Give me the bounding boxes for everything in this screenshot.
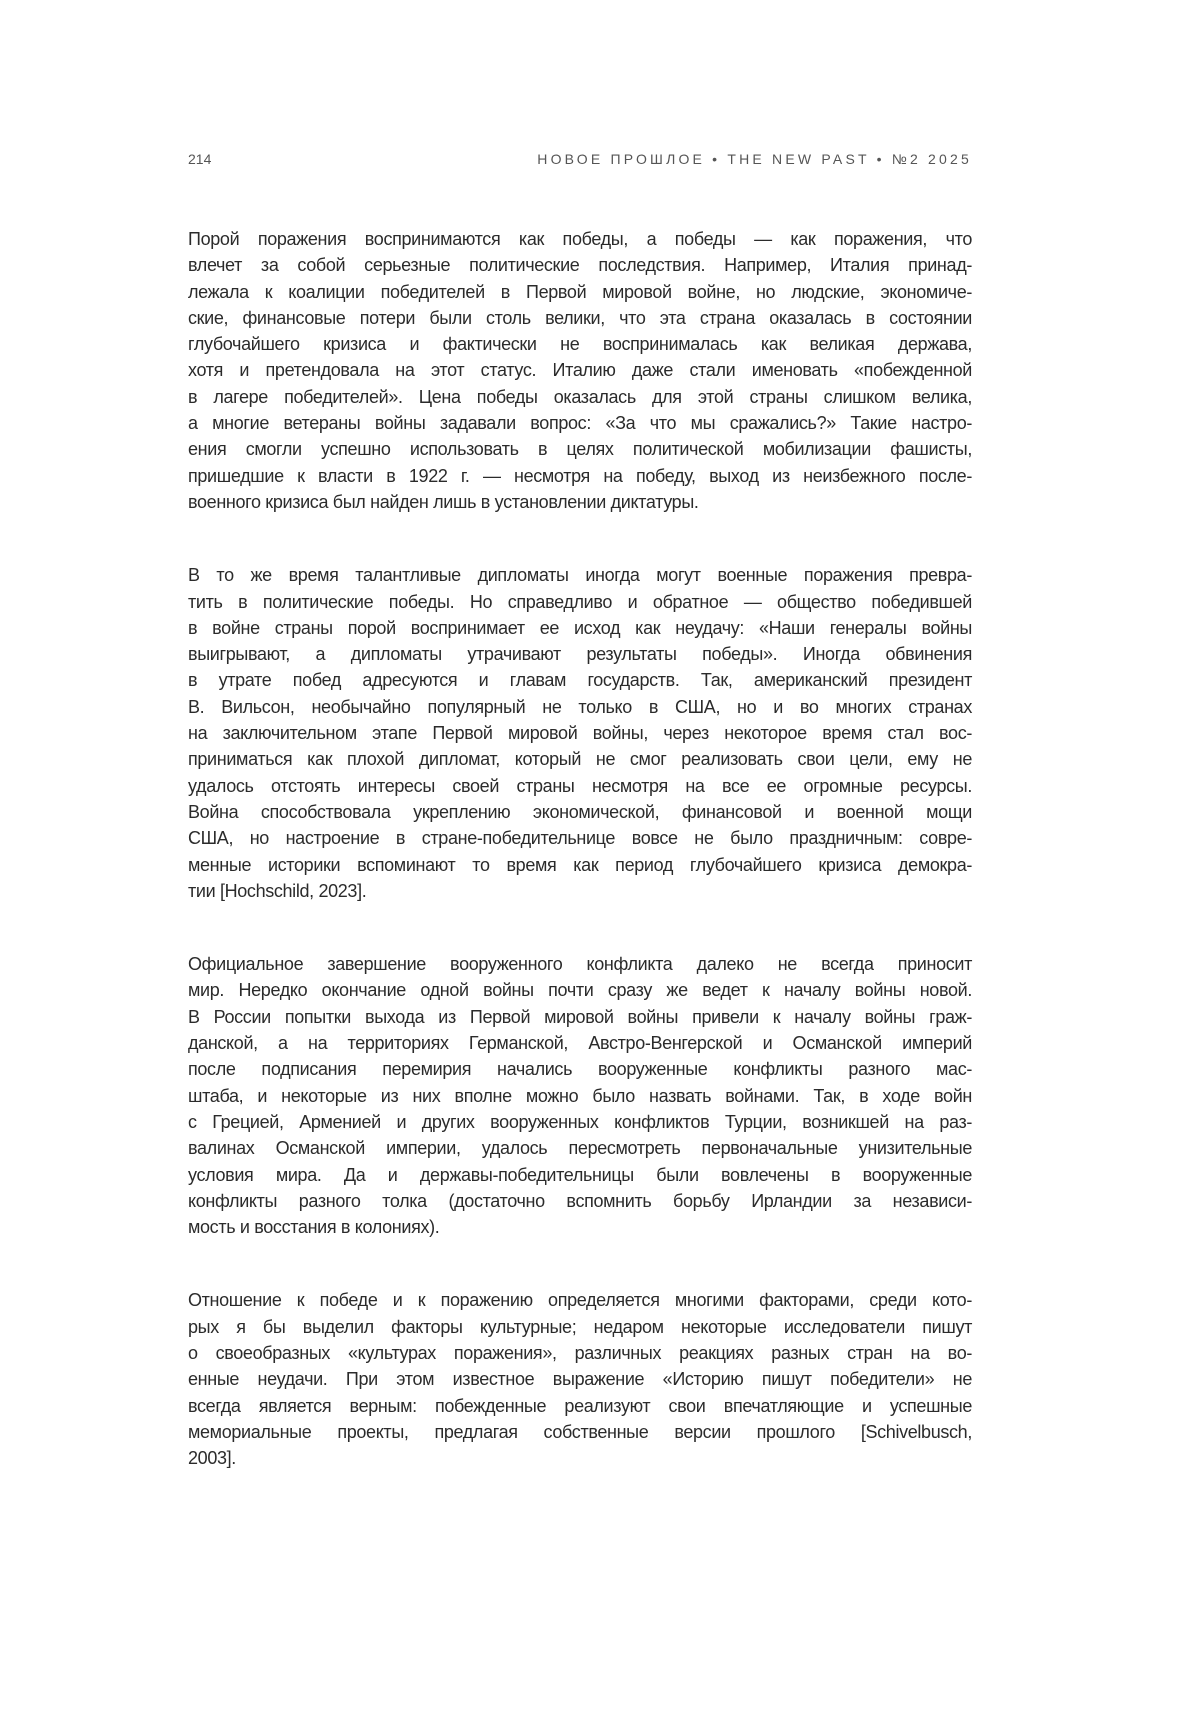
text-line: тить в политические победы. Но справедливо и обратное — общество победившей (188, 589, 972, 615)
running-header: НОВОЕ ПРОШЛОЕ • THE NEW PAST • №2 2025 (537, 151, 972, 167)
text-line: влечет за собой серьезные политические последствия. Например, Италия принад- (188, 252, 972, 278)
article-body (188, 226, 972, 1518)
text-line: ские, финансовые потери были столь велики, что эта страна оказалась в состоянии (188, 305, 972, 331)
text-line: в утрате побед адресуются и главам государств. Так, американский президент (188, 667, 972, 693)
text-line: енные неудачи. При этом известное выражение «Историю пишут победители» не (188, 1366, 972, 1392)
text-line: выигрывают, а дипломаты утрачивают результаты победы». Иногда обвинения (188, 641, 972, 667)
text-line: менные историки вспоминают то время как период глубочайшего кризиса демокра- (188, 852, 972, 878)
text-line: хотя и претендовала на этот статус. Италию даже стали именовать «побежденной (188, 357, 972, 383)
text-line: лежала к коалиции победителей в Первой мировой войне, но людские, экономиче- (188, 279, 972, 305)
text-line: в лагере победителей». Цена победы оказалась для этой страны слишком велика, (188, 384, 972, 410)
page-number: 214 (188, 151, 211, 167)
text-line: 2003]. (188, 1445, 972, 1471)
text-line: мемориальные проекты, предлагая собственные версии прошлого [Schivelbusch, (188, 1419, 972, 1445)
text-line: ения смогли успешно использовать в целях политической мобилизации фашисты, (188, 436, 972, 462)
paragraph (188, 1287, 972, 1471)
paragraph (188, 562, 972, 904)
text-line: конфликты разного толка (достаточно вспомнить борьбу Ирландии за независи- (188, 1188, 972, 1214)
text-line: после подписания перемирия начались вооруженные конфликты разного мас- (188, 1056, 972, 1082)
text-line: В то же время талантливые дипломаты иногда могут военные поражения превра- (188, 562, 972, 588)
text-line: всегда является верным: побежденные реализуют свои впечатляющие и успешные (188, 1393, 972, 1419)
text-line: на заключительном этапе Первой мировой войны, через некоторое время стал вос- (188, 720, 972, 746)
text-line: приниматься как плохой дипломат, который не смог реализовать свои цели, ему не (188, 746, 972, 772)
text-line: валинах Османской империи, удалось пересмотреть первоначальные унизительные (188, 1135, 972, 1161)
text-line: о своеобразных «культурах поражения», различных реакциях разных стран на во- (188, 1340, 972, 1366)
text-line: в войне страны порой воспринимает ее исход как неудачу: «Наши генералы войны (188, 615, 972, 641)
paragraph (188, 951, 972, 1240)
text-line: с Грецией, Арменией и других вооруженных конфликтов Турции, возникшей на раз- (188, 1109, 972, 1135)
text-line: В России попытки выхода из Первой мировой войны привели к началу войны граж- (188, 1004, 972, 1030)
text-line: рых я бы выделил факторы культурные; недаром некоторые исследователи пишут (188, 1314, 972, 1340)
text-line: Порой поражения воспринимаются как победы, а победы — как поражения, что (188, 226, 972, 252)
text-line: США, но настроение в стране-победительнице вовсе не было праздничным: совре- (188, 825, 972, 851)
text-line: военного кризиса был найден лишь в установлении диктатуры. (188, 489, 972, 515)
text-line: удалось отстоять интересы своей страны несмотря на все ее огромные ресурсы. (188, 773, 972, 799)
text-line: а многие ветераны войны задавали вопрос: «За что мы сражались?» Такие настро- (188, 410, 972, 436)
text-line: глубочайшего кризиса и фактически не воспринималась как великая держава, (188, 331, 972, 357)
text-line: штаба, и некоторые из них вполне можно было назвать войнами. Так, в ходе войн (188, 1083, 972, 1109)
text-line: мир. Нередко окончание одной войны почти сразу же ведет к началу войны новой. (188, 977, 972, 1003)
text-line: Официальное завершение вооруженного конфликта далеко не всегда приносит (188, 951, 972, 977)
text-line: условия мира. Да и державы-победительницы были вовлечены в вооруженные (188, 1162, 972, 1188)
text-line: тии [Hochschild, 2023]. (188, 878, 972, 904)
paragraph (188, 226, 972, 515)
text-line: В. Вильсон, необычайно популярный не только в США, но и во многих странах (188, 694, 972, 720)
text-line: пришедшие к власти в 1922 г. — несмотря на победу, выход из неизбежного после- (188, 463, 972, 489)
text-line: Война способствовала укреплению экономической, финансовой и военной мощи (188, 799, 972, 825)
text-line: Отношение к победе и к поражению определяется многими факторами, среди кото- (188, 1287, 972, 1313)
text-line: данской, а на территориях Германской, Австро-Венгерской и Османской империй (188, 1030, 972, 1056)
text-line: мость и восстания в колониях). (188, 1214, 972, 1240)
